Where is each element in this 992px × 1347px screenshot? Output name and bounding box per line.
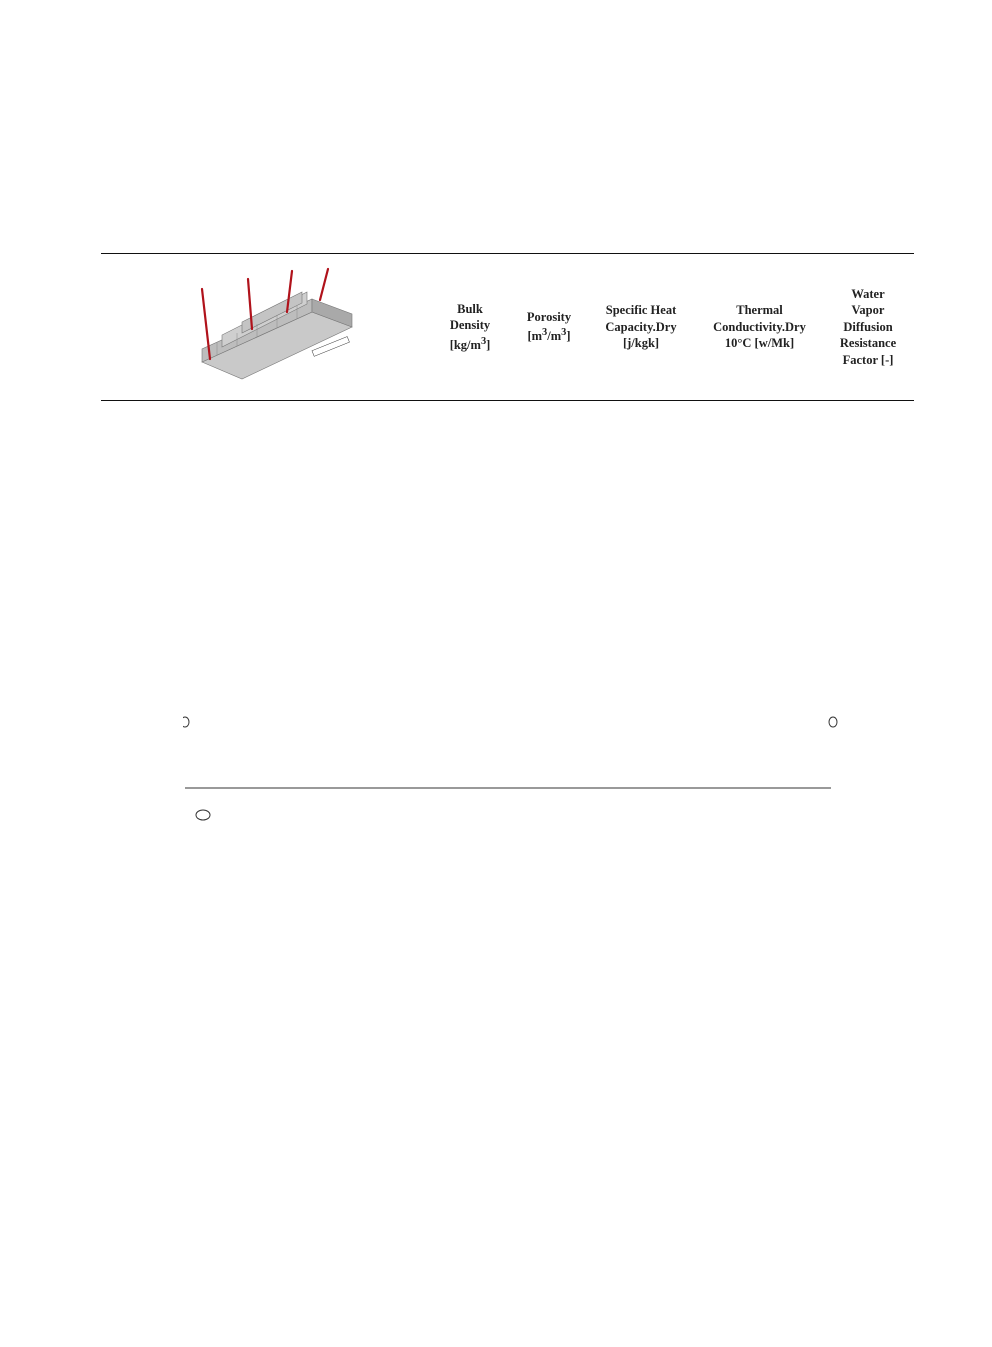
materials-table bbox=[101, 253, 914, 401]
wall-section-diagram bbox=[183, 600, 843, 830]
wall-diagram-svg bbox=[183, 600, 843, 830]
col-header-heat: Specific Heat Capacity.Dry [j/kgk] bbox=[605, 303, 677, 351]
col-header-density: Bulk Density $[kg/m^3]$ bbox=[449, 301, 491, 352]
figure-caption bbox=[0, 1210, 992, 1225]
monitor-legend-icon bbox=[196, 810, 210, 820]
monitor-marker-right bbox=[829, 717, 837, 727]
col-header-porosity: Porosity $[m^3/m^3]$ bbox=[526, 309, 572, 344]
monitor-marker-left bbox=[183, 717, 189, 727]
table-header-wall bbox=[101, 254, 427, 401]
col-header-conductivity: Thermal Conductivity.Dry 10°C [w/Mk] bbox=[713, 303, 806, 351]
table-header-row bbox=[101, 254, 914, 401]
cmu-wall-illustration bbox=[192, 267, 367, 387]
table-caption bbox=[0, 230, 992, 245]
col-header-diffusion: Water Vapor Diffusion Resistance Factor [-] bbox=[839, 286, 897, 367]
